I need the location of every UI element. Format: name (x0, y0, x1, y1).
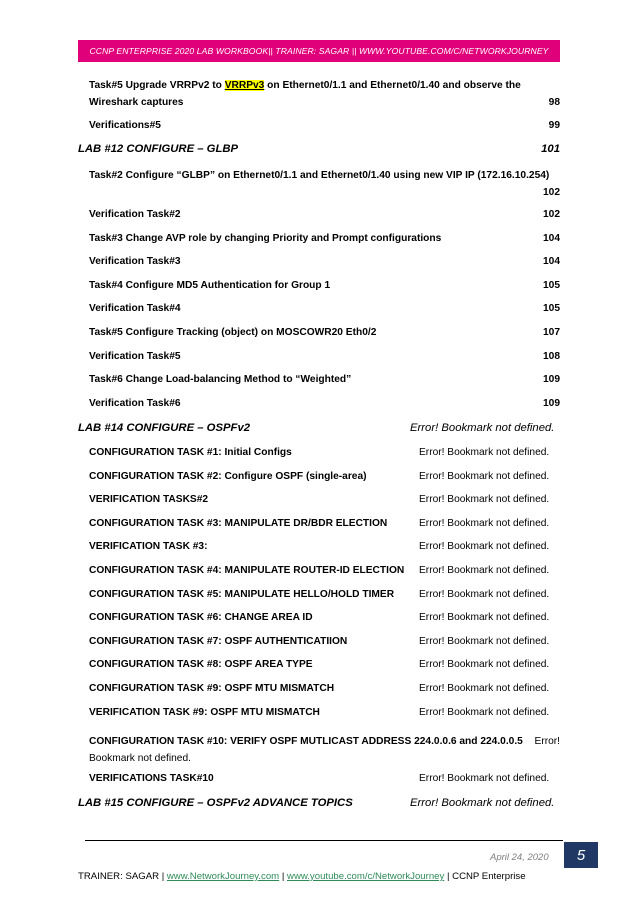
toc-entry[interactable]: Task#4 Configure MD5 Authentication for Group 1 105 (89, 279, 560, 291)
page-number: Error! Bookmark not defined. (410, 422, 555, 434)
page-number: Error! Bookmark not defined. (419, 494, 550, 506)
toc-entry[interactable]: CONFIGURATION TASK #9: OSPF MTU MISMATCH Error! Bookmark not defined. (89, 683, 550, 694)
page-number: Error! Bookmark not defined. (419, 612, 550, 624)
toc-entry[interactable]: VERIFICATION TASK #9: OSPF MTU MISMATCH Error! Bookmark not defined. (89, 706, 550, 718)
networkjourney-link[interactable]: www.NetworkJourney.com (166, 871, 280, 882)
page-number: Error! Bookmark not defined. (419, 447, 550, 458)
page-number: 99 (548, 120, 560, 131)
page-number: Error! Bookmark not defined. (419, 541, 550, 553)
page-number: Error! Bookmark not defined. (419, 683, 550, 694)
toc-entry[interactable]: VERIFICATION TASKS#2 Error! Bookmark not defined. (89, 494, 550, 506)
toc-entry[interactable]: CONFIGURATION TASK #8: OSPF AREA TYPE Error! Bookmark not defined. (89, 659, 550, 671)
toc-entry[interactable]: CONFIGURATION TASK #2: Configure OSPF (single-area) Error! Bookmark not defined. (89, 470, 550, 482)
toc-entry[interactable]: CONFIGURATION TASK #5: MANIPULATE HELLO/HOLD TIMER Error! Bookmark not defined. (89, 588, 550, 600)
toc-lab-12[interactable]: LAB #12 CONFIGURE – GLBP 101 (78, 143, 560, 155)
toc-entry[interactable]: Task#5 Configure Tracking (object) on MOSCOWR20 Eth0/2 107 (89, 327, 560, 338)
toc-entry[interactable]: CONFIGURATION TASK #3: MANIPULATE DR/BDR ELECTION Error! Bookmark not defined. (89, 517, 550, 529)
toc-entry[interactable]: Verification Task#6 109 (89, 397, 560, 409)
toc-entry[interactable]: Verification Task#3 104 (89, 256, 560, 268)
toc-entry[interactable]: Verification Task#4 105 (89, 303, 560, 315)
page-number: 104 (543, 256, 560, 268)
page-number: 105 (543, 279, 560, 291)
page-number: Error! Bookmark not defined. (419, 773, 550, 784)
toc-entry[interactable]: CONFIGURATION TASK #7: OSPF AUTHENTICATIION Error! Bookmark not defined. (89, 635, 550, 647)
page-number: Error! Bookmark not defined. (410, 797, 555, 809)
toc-entry[interactable]: Task#3 Change AVP role by changing Priority and Prompt configurations 104 (89, 232, 560, 244)
toc-entry-verifications10[interactable]: VERIFICATIONS TASK#10 Error! Bookmark not defined. (89, 773, 550, 784)
page-number: 102 (543, 187, 560, 198)
page-number: Error! Bookmark not defined. (419, 517, 550, 529)
toc-entry[interactable]: Verification Task#5 108 (89, 350, 560, 362)
toc-entry-line2: Wireshark captures 98 (89, 94, 560, 111)
toc-entry[interactable]: CONFIGURATION TASK #4: MANIPULATE ROUTER-ID ELECTION Error! Bookmark not defined. (89, 565, 550, 576)
toc-entry[interactable]: CONFIGURATION TASK #1: Initial Configs Error! Bookmark not defined. (89, 447, 550, 458)
toc-entry-line1: Task#5 Upgrade VRRPv2 to VRRPv3 on Ethernet0/1.1 and Ethernet0/1.40 and observe the (89, 80, 521, 91)
page-number: Error! Bookmark not defined. (419, 565, 550, 576)
toc-entry-vrrp-task5[interactable] (89, 77, 560, 111)
page-number: Error! Bookmark not defined. (419, 635, 550, 647)
page-number: 105 (543, 303, 560, 315)
header-text: CCNP ENTERPRISE 2020 LAB WORKBOOK|| TRAINER: SAGAR || WWW.YOUTUBE.COM/C/NETWORKJOURNEY (89, 46, 549, 56)
page-number: 98 (548, 97, 560, 108)
toc-entry[interactable]: CONFIGURATION TASK #6: CHANGE AREA ID Error! Bookmark not defined. (89, 612, 550, 624)
page-number: 108 (543, 350, 560, 362)
toc-entry[interactable]: VERIFICATION TASK #3: Error! Bookmark not defined. (89, 541, 550, 553)
page-number-badge: 5 (564, 842, 598, 868)
page-number: Error! Bookmark not defined. (419, 588, 550, 600)
page-number: 104 (543, 232, 560, 244)
toc-entry[interactable]: Verification Task#2 102 (89, 209, 560, 220)
page-number: Error! (534, 736, 560, 747)
page-number: 107 (543, 327, 560, 338)
toc-entry-glbp-task2[interactable]: Task#2 Configure “GLBP” on Ethernet0/1.1 and Ethernet0/1.40 using new VIP IP (172.16.10.254) 102 (89, 167, 560, 201)
page-number: 109 (543, 397, 560, 409)
footer-credits: TRAINER: SAGAR | www.NetworkJourney.com | www.youtube.com/c/NetworkJourney | CCNP Enterprise (78, 871, 526, 882)
page-number: Error! Bookmark not defined. (419, 706, 550, 718)
toc-entry[interactable]: Task#6 Change Load-balancing Method to “Weighted” 109 (89, 374, 560, 386)
page-number: Error! Bookmark not defined. (419, 659, 550, 671)
toc-entry-ospf-task10[interactable]: CONFIGURATION TASK #10: VERIFY OSPF MUTLICAST ADDRESS 224.0.0.6 and 224.0.0.5 Error! Bookmark not defined. (89, 733, 560, 767)
toc-lab-15[interactable]: LAB #15 CONFIGURE – OSPFv2 ADVANCE TOPICS Error! Bookmark not defined. (78, 797, 555, 809)
page-number: Error! Bookmark not defined. (419, 470, 550, 482)
footer-divider (85, 840, 563, 841)
toc-entry-verifications5[interactable]: Verifications#5 99 (89, 120, 560, 131)
highlighted-term: VRRPv3 (224, 80, 265, 91)
youtube-link[interactable]: www.youtube.com/c/NetworkJourney (287, 871, 445, 882)
toc-lab-14[interactable]: LAB #14 CONFIGURE – OSPFv2 Error! Bookmark not defined. (78, 422, 555, 434)
page-number: 102 (543, 209, 560, 220)
header-banner (78, 40, 560, 62)
page-number: 101 (541, 143, 560, 155)
footer-date: April 24, 2020 (490, 852, 549, 863)
page-number: 109 (543, 374, 560, 386)
